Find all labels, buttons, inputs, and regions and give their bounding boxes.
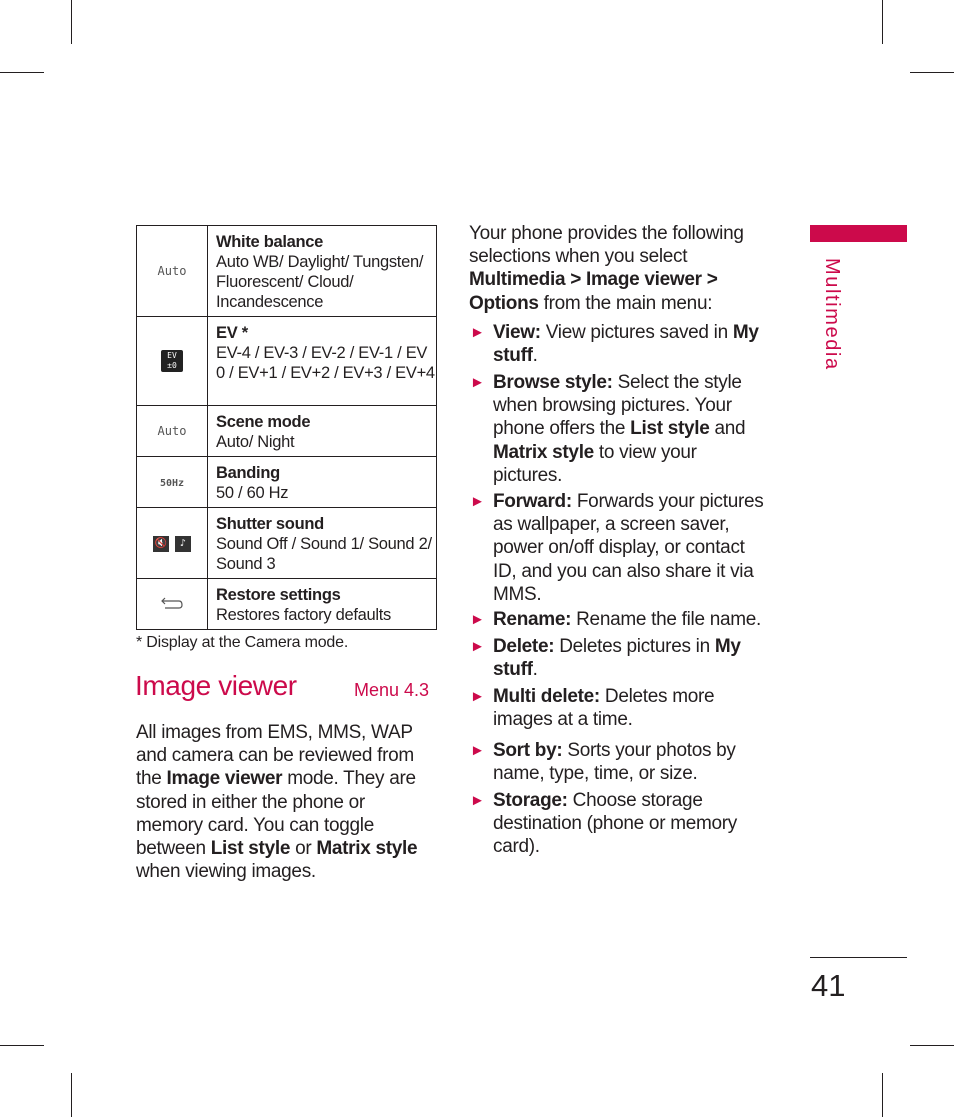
page-number: 41 [811,968,846,1003]
table-footnote: * Display at the Camera mode. [136,634,349,651]
crop-mark [71,1073,72,1117]
row-title: Restore settings [216,586,341,604]
crop-mark [882,0,883,44]
arrow-icon: ► [470,638,485,655]
camera-settings-table [136,225,437,630]
table-row [137,457,437,508]
table-row [137,508,437,579]
section-color-bar [810,225,907,242]
crop-mark [910,1045,954,1046]
row-desc: Sound Off / Sound 1/ Sound 2/ Sound 3 [216,535,432,573]
arrow-icon: ► [470,493,485,510]
arrow-icon: ► [470,792,485,809]
row-title: EV * [216,324,248,342]
option-view: ► View: View pictures saved in My stuff. [470,322,759,367]
row-title: Banding [216,464,280,482]
option-multi-delete: ► Multi delete: Deletes more images at a time. [470,686,715,731]
crop-mark [910,72,954,73]
shutter-sound-icon [137,508,208,579]
option-rename: ► Rename: Rename the file name. [470,609,761,630]
table-row [137,226,437,317]
section-side-label: Multimedia [821,258,843,371]
ev-icon: EV ±0 [137,317,208,406]
sound-off-icon: 🔇 [153,536,169,552]
white-balance-icon: Auto [137,226,208,317]
row-title: Scene mode [216,413,311,431]
table-row [137,317,437,406]
row-title: Shutter sound [216,515,324,533]
menu-number: Menu 4.3 [354,680,430,700]
row-desc: EV-4 / EV-3 / EV-2 / EV-1 / EV 0 / EV+1 / EV+2 / EV+3 / EV+4 [216,344,435,382]
crop-mark [71,0,72,44]
restore-icon [137,579,208,630]
arrow-icon: ► [470,742,485,759]
scene-mode-icon: Auto [137,406,208,457]
option-forward: ► Forward: Forwards your pictures as wallpaper, a screen saver, power on/off display, or contact ID, and you can also share it via MMS. [470,491,764,605]
crop-mark [0,72,44,73]
table-row [137,579,437,630]
option-delete: ► Delete: Deletes pictures in My stuff. [470,636,741,681]
sound-on-icon: ♪ [175,536,191,552]
banding-icon: 50Hz [137,457,208,508]
row-desc: Auto WB/ Daylight/ Tungsten/ Fluorescent/ Cloud/ Incandescence [216,253,424,311]
row-desc: Restores factory defaults [216,606,391,624]
arrow-icon: ► [470,611,485,628]
crop-mark [882,1073,883,1117]
intro-paragraph: All images from EMS, MMS, WAP and camera can be reviewed from the Image viewer mode. They are stored in either the phone or memory card. You can toggle between List style or Matrix style when viewing images. [136,722,418,883]
arrow-icon: ► [470,688,485,705]
option-browse-style: ► Browse style: Select the style when browsing pictures. Your phone offers the List style and Matrix style to view your pictures. [470,372,746,486]
arrow-icon: ► [470,374,485,391]
row-title: White balance [216,233,324,251]
options-intro: Your phone provides the following selections when you select Multimedia > Image viewer > Options from the main menu: [469,223,744,314]
option-storage: ► Storage: Choose storage destination (phone or memory card). [470,790,738,858]
option-sort-by: ► Sort by: Sorts your photos by name, type, time, or size. [470,740,736,785]
arrow-icon: ► [470,324,485,341]
table-row [137,406,437,457]
row-desc: Auto/ Night [216,433,295,451]
crop-mark [0,1045,44,1046]
row-desc: 50 / 60 Hz [216,484,289,502]
page-number-rule [810,957,907,958]
section-title: Image viewer [135,670,297,701]
